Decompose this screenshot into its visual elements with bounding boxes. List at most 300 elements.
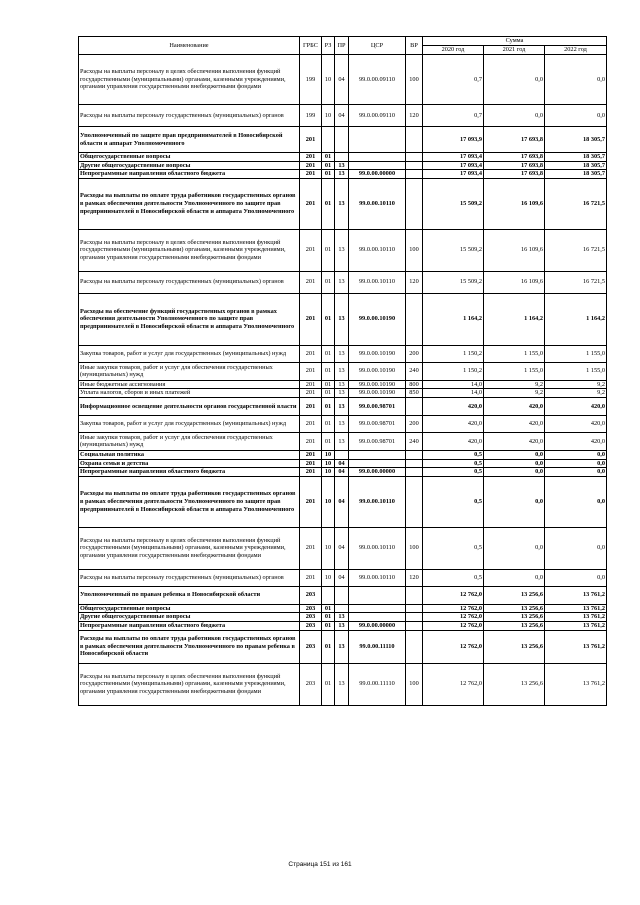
table-row bbox=[79, 459, 607, 468]
row-csr: 99.0.00.98701 bbox=[349, 432, 406, 450]
row-pr: 13 bbox=[335, 397, 349, 415]
row-amount-2021: 13 256,6 bbox=[484, 621, 545, 630]
row-amount-2022: 0,0 bbox=[545, 55, 607, 105]
row-amount-2022: 9,2 bbox=[545, 389, 607, 398]
row-csr: 99.0.00.09110 bbox=[349, 55, 406, 105]
row-vr: 200 bbox=[406, 345, 423, 362]
row-name: Расходы на выплаты персоналу в целях обеспечения выполнения функций государственными (муниципальными) органами, казенными учреждениями, органами управления государственными внебюджетными фондами bbox=[79, 663, 300, 705]
row-amount-2022: 13 761,2 bbox=[545, 613, 607, 622]
table-row bbox=[79, 397, 607, 415]
row-grbs: 201 bbox=[300, 527, 322, 569]
header-sum: Сумма bbox=[423, 37, 607, 46]
header-year-2021: 2021 год bbox=[484, 46, 545, 55]
row-name: Непрограммные направления областного бюджета bbox=[79, 468, 300, 477]
row-amount-2021: 13 256,6 bbox=[484, 663, 545, 705]
row-rz: 10 bbox=[322, 459, 335, 468]
row-name: Расходы на выплаты по оплате труда работников государственных органов в рамках обеспечения деятельности Уполномоченного по защите прав предпринимателей в Новосибирской области и аппарата Уполномоченного bbox=[79, 178, 300, 229]
row-amount-2021: 17 693,8 bbox=[484, 153, 545, 162]
row-csr: 99.0.00.10110 bbox=[349, 527, 406, 569]
row-rz: 01 bbox=[322, 178, 335, 229]
row-amount-2020: 15 509,2 bbox=[423, 178, 484, 229]
row-name: Общегосударственные вопросы bbox=[79, 604, 300, 613]
row-csr: 99.0.00.09110 bbox=[349, 105, 406, 127]
row-vr bbox=[406, 468, 423, 477]
row-name: Расходы на выплаты персоналу государственных (муниципальных) органов bbox=[79, 105, 300, 127]
table-row bbox=[79, 468, 607, 477]
row-csr bbox=[349, 613, 406, 622]
header-year-2022: 2022 год bbox=[545, 46, 607, 55]
header-pr: ПР bbox=[335, 37, 349, 55]
row-amount-2020: 12 762,0 bbox=[423, 586, 484, 604]
header-name: Наименование bbox=[79, 37, 300, 55]
row-pr: 13 bbox=[335, 229, 349, 271]
row-pr: 04 bbox=[335, 55, 349, 105]
row-amount-2021: 420,0 bbox=[484, 397, 545, 415]
row-rz: 10 bbox=[322, 476, 335, 527]
row-amount-2020: 420,0 bbox=[423, 432, 484, 450]
row-rz: 01 bbox=[322, 161, 335, 170]
row-csr: 99.0.00.00000 bbox=[349, 170, 406, 179]
row-pr bbox=[335, 127, 349, 153]
row-amount-2022: 16 721,5 bbox=[545, 271, 607, 293]
row-csr bbox=[349, 459, 406, 468]
row-rz: 10 bbox=[322, 527, 335, 569]
row-amount-2022: 13 761,2 bbox=[545, 630, 607, 663]
row-amount-2022: 420,0 bbox=[545, 397, 607, 415]
table-row bbox=[79, 476, 607, 527]
row-vr bbox=[406, 178, 423, 229]
row-pr: 04 bbox=[335, 569, 349, 586]
row-vr bbox=[406, 604, 423, 613]
row-amount-2021: 9,2 bbox=[484, 380, 545, 389]
row-amount-2022: 9,2 bbox=[545, 380, 607, 389]
row-vr bbox=[406, 397, 423, 415]
row-name: Закупка товаров, работ и услуг для государственных (муниципальных) нужд bbox=[79, 345, 300, 362]
row-grbs: 203 bbox=[300, 613, 322, 622]
row-amount-2022: 1 155,0 bbox=[545, 345, 607, 362]
row-rz: 01 bbox=[322, 153, 335, 162]
row-rz: 10 bbox=[322, 55, 335, 105]
row-pr bbox=[335, 153, 349, 162]
row-rz: 01 bbox=[322, 663, 335, 705]
table-row bbox=[79, 621, 607, 630]
row-amount-2020: 420,0 bbox=[423, 397, 484, 415]
table-header bbox=[79, 37, 607, 55]
row-amount-2020: 12 762,0 bbox=[423, 621, 484, 630]
row-csr: 99.0.00.10110 bbox=[349, 569, 406, 586]
row-rz: 01 bbox=[322, 170, 335, 179]
row-grbs: 201 bbox=[300, 468, 322, 477]
table-row bbox=[79, 630, 607, 663]
row-amount-2022: 18 305,7 bbox=[545, 127, 607, 153]
row-csr bbox=[349, 604, 406, 613]
row-pr: 13 bbox=[335, 380, 349, 389]
row-grbs: 201 bbox=[300, 161, 322, 170]
table-row bbox=[79, 127, 607, 153]
row-name: Иные закупки товаров, работ и услуг для обеспечения государственных (муниципальных) нужд bbox=[79, 362, 300, 380]
page-footer: Страница 151 из 161 bbox=[288, 861, 352, 868]
row-amount-2020: 12 762,0 bbox=[423, 604, 484, 613]
row-grbs: 203 bbox=[300, 586, 322, 604]
row-pr: 13 bbox=[335, 345, 349, 362]
row-amount-2020: 0,7 bbox=[423, 55, 484, 105]
row-amount-2020: 15 509,2 bbox=[423, 271, 484, 293]
row-amount-2020: 1 150,2 bbox=[423, 345, 484, 362]
row-amount-2020: 0,5 bbox=[423, 476, 484, 527]
row-grbs: 201 bbox=[300, 170, 322, 179]
row-vr bbox=[406, 613, 423, 622]
row-amount-2022: 0,0 bbox=[545, 105, 607, 127]
row-rz: 10 bbox=[322, 105, 335, 127]
row-grbs: 201 bbox=[300, 229, 322, 271]
row-pr bbox=[335, 450, 349, 459]
header-rz: РЗ bbox=[322, 37, 335, 55]
row-vr: 240 bbox=[406, 432, 423, 450]
row-name: Расходы на выплаты по оплате труда работников государственных органов в рамках обеспечения деятельности Уполномоченного по защите прав предпринимателей в Новосибирской области и аппарата Уполномоченного bbox=[79, 476, 300, 527]
row-amount-2020: 0,5 bbox=[423, 569, 484, 586]
row-amount-2020: 1 150,2 bbox=[423, 362, 484, 380]
row-name: Охрана семьи и детства bbox=[79, 459, 300, 468]
row-vr: 100 bbox=[406, 229, 423, 271]
row-grbs: 201 bbox=[300, 459, 322, 468]
row-rz: 10 bbox=[322, 450, 335, 459]
row-amount-2022: 1 155,0 bbox=[545, 362, 607, 380]
row-amount-2021: 17 693,8 bbox=[484, 170, 545, 179]
row-amount-2022: 13 761,2 bbox=[545, 604, 607, 613]
row-amount-2021: 0,0 bbox=[484, 450, 545, 459]
row-amount-2020: 0,5 bbox=[423, 459, 484, 468]
row-grbs: 201 bbox=[300, 397, 322, 415]
table-row bbox=[79, 432, 607, 450]
row-pr: 04 bbox=[335, 459, 349, 468]
row-amount-2021: 13 256,6 bbox=[484, 630, 545, 663]
row-amount-2020: 17 093,4 bbox=[423, 153, 484, 162]
row-pr: 04 bbox=[335, 476, 349, 527]
row-rz: 01 bbox=[322, 415, 335, 432]
row-vr: 120 bbox=[406, 105, 423, 127]
row-grbs: 201 bbox=[300, 389, 322, 398]
table-row bbox=[79, 170, 607, 179]
row-amount-2022: 18 305,7 bbox=[545, 153, 607, 162]
row-pr: 04 bbox=[335, 468, 349, 477]
row-amount-2022: 18 305,7 bbox=[545, 161, 607, 170]
row-amount-2021: 13 256,6 bbox=[484, 604, 545, 613]
row-csr: 99.0.00.10190 bbox=[349, 389, 406, 398]
row-grbs: 201 bbox=[300, 127, 322, 153]
row-csr bbox=[349, 127, 406, 153]
row-amount-2021: 1 164,2 bbox=[484, 293, 545, 345]
table-row bbox=[79, 293, 607, 345]
row-name: Закупка товаров, работ и услуг для государственных (муниципальных) нужд bbox=[79, 415, 300, 432]
table-row bbox=[79, 229, 607, 271]
row-amount-2021: 13 256,6 bbox=[484, 586, 545, 604]
row-name: Непрограммные направления областного бюджета bbox=[79, 621, 300, 630]
table-row bbox=[79, 178, 607, 229]
row-grbs: 201 bbox=[300, 362, 322, 380]
header-vr: ВР bbox=[406, 37, 423, 55]
budget-table bbox=[78, 36, 607, 706]
row-rz: 01 bbox=[322, 229, 335, 271]
table-row bbox=[79, 663, 607, 705]
row-vr bbox=[406, 293, 423, 345]
table-row bbox=[79, 389, 607, 398]
row-name: Информационное освещение деятельности органов государственной власти bbox=[79, 397, 300, 415]
row-vr: 120 bbox=[406, 271, 423, 293]
table-row bbox=[79, 586, 607, 604]
row-pr: 13 bbox=[335, 630, 349, 663]
row-amount-2020: 0,5 bbox=[423, 468, 484, 477]
row-pr: 04 bbox=[335, 527, 349, 569]
row-grbs: 201 bbox=[300, 345, 322, 362]
row-vr: 200 bbox=[406, 415, 423, 432]
row-name: Расходы на выплаты персоналу в целях обеспечения выполнения функций государственными (муниципальными) органами, казенными учреждениями, органами управления государственными внебюджетными фондами bbox=[79, 229, 300, 271]
row-rz: 01 bbox=[322, 630, 335, 663]
row-vr bbox=[406, 161, 423, 170]
row-amount-2022: 0,0 bbox=[545, 476, 607, 527]
row-grbs: 201 bbox=[300, 432, 322, 450]
row-name: Другие общегосударственные вопросы bbox=[79, 613, 300, 622]
row-amount-2021: 17 693,8 bbox=[484, 127, 545, 153]
row-amount-2020: 15 509,2 bbox=[423, 229, 484, 271]
header-grbs: ГРБС bbox=[300, 37, 322, 55]
row-rz: 10 bbox=[322, 569, 335, 586]
row-amount-2022: 1 164,2 bbox=[545, 293, 607, 345]
row-grbs: 203 bbox=[300, 630, 322, 663]
table-row bbox=[79, 271, 607, 293]
row-amount-2021: 17 693,8 bbox=[484, 161, 545, 170]
row-pr: 13 bbox=[335, 663, 349, 705]
row-rz bbox=[322, 127, 335, 153]
row-csr: 99.0.00.00000 bbox=[349, 621, 406, 630]
row-name: Другие общегосударственные вопросы bbox=[79, 161, 300, 170]
row-amount-2021: 16 109,6 bbox=[484, 271, 545, 293]
row-amount-2021: 0,0 bbox=[484, 468, 545, 477]
row-amount-2020: 17 093,4 bbox=[423, 161, 484, 170]
row-amount-2020: 12 762,0 bbox=[423, 630, 484, 663]
row-amount-2021: 1 155,0 bbox=[484, 362, 545, 380]
row-grbs: 203 bbox=[300, 621, 322, 630]
row-amount-2021: 420,0 bbox=[484, 432, 545, 450]
row-rz: 01 bbox=[322, 432, 335, 450]
row-rz: 01 bbox=[322, 613, 335, 622]
row-name: Расходы на выплаты персоналу государственных (муниципальных) органов bbox=[79, 569, 300, 586]
row-rz: 01 bbox=[322, 345, 335, 362]
row-pr: 13 bbox=[335, 389, 349, 398]
row-name: Иные бюджетные ассигнования bbox=[79, 380, 300, 389]
table-row bbox=[79, 613, 607, 622]
row-rz: 01 bbox=[322, 380, 335, 389]
row-pr: 13 bbox=[335, 613, 349, 622]
row-amount-2022: 13 761,2 bbox=[545, 663, 607, 705]
row-name: Расходы на выплаты персоналу в целях обеспечения выполнения функций государственными (муниципальными) органами, казенными учреждениями, органами управления государственными внебюджетными фондами bbox=[79, 55, 300, 105]
row-name: Непрограммные направления областного бюджета bbox=[79, 170, 300, 179]
header-year-2020: 2020 год bbox=[423, 46, 484, 55]
row-amount-2021: 0,0 bbox=[484, 459, 545, 468]
row-pr: 13 bbox=[335, 293, 349, 345]
row-name: Уполномоченный по защите прав предпринимателей в Новосибирской области и аппарат Уполномоченного bbox=[79, 127, 300, 153]
row-pr bbox=[335, 586, 349, 604]
row-amount-2021: 13 256,6 bbox=[484, 613, 545, 622]
row-rz: 10 bbox=[322, 468, 335, 477]
row-vr bbox=[406, 153, 423, 162]
row-csr bbox=[349, 153, 406, 162]
row-name: Уполномоченный по правам ребенка в Новосибирской области bbox=[79, 586, 300, 604]
row-amount-2022: 420,0 bbox=[545, 415, 607, 432]
row-amount-2020: 0,5 bbox=[423, 450, 484, 459]
row-name: Уплата налогов, сборов и иных платежей bbox=[79, 389, 300, 398]
row-name: Расходы на обеспечение функций государственных органов в рамках обеспечения деятельности Уполномоченного по защите прав предпринимателей в Новосибирской области и аппарата Уполномоченного bbox=[79, 293, 300, 345]
row-grbs: 201 bbox=[300, 476, 322, 527]
row-csr: 99.0.00.10110 bbox=[349, 271, 406, 293]
row-rz: 01 bbox=[322, 604, 335, 613]
row-csr bbox=[349, 586, 406, 604]
row-pr: 13 bbox=[335, 178, 349, 229]
row-vr: 100 bbox=[406, 663, 423, 705]
row-amount-2022: 420,0 bbox=[545, 432, 607, 450]
row-amount-2020: 1 164,2 bbox=[423, 293, 484, 345]
row-grbs: 201 bbox=[300, 271, 322, 293]
row-amount-2021: 16 109,6 bbox=[484, 178, 545, 229]
row-pr bbox=[335, 604, 349, 613]
row-name: Расходы на выплаты персоналу государственных (муниципальных) органов bbox=[79, 271, 300, 293]
row-csr: 99.0.00.00000 bbox=[349, 468, 406, 477]
row-csr: 99.0.00.11110 bbox=[349, 630, 406, 663]
row-amount-2021: 0,0 bbox=[484, 527, 545, 569]
row-amount-2021: 0,0 bbox=[484, 476, 545, 527]
row-vr bbox=[406, 621, 423, 630]
row-vr: 100 bbox=[406, 527, 423, 569]
row-vr bbox=[406, 450, 423, 459]
row-grbs: 201 bbox=[300, 153, 322, 162]
row-pr: 13 bbox=[335, 415, 349, 432]
row-csr: 99.0.00.10110 bbox=[349, 178, 406, 229]
table-row bbox=[79, 153, 607, 162]
row-name: Иные закупки товаров, работ и услуг для обеспечения государственных (муниципальных) нужд bbox=[79, 432, 300, 450]
row-amount-2022: 16 721,5 bbox=[545, 229, 607, 271]
row-csr: 99.0.00.10110 bbox=[349, 229, 406, 271]
row-vr: 850 bbox=[406, 389, 423, 398]
row-grbs: 201 bbox=[300, 569, 322, 586]
row-amount-2022: 13 761,2 bbox=[545, 621, 607, 630]
row-amount-2021: 16 109,6 bbox=[484, 229, 545, 271]
table-row bbox=[79, 105, 607, 127]
row-amount-2022: 18 305,7 bbox=[545, 170, 607, 179]
row-rz: 01 bbox=[322, 293, 335, 345]
table-body bbox=[79, 55, 607, 706]
row-amount-2021: 0,0 bbox=[484, 55, 545, 105]
row-amount-2022: 16 721,5 bbox=[545, 178, 607, 229]
row-pr: 13 bbox=[335, 271, 349, 293]
row-amount-2020: 0,5 bbox=[423, 527, 484, 569]
row-amount-2020: 12 762,0 bbox=[423, 663, 484, 705]
row-amount-2020: 17 093,9 bbox=[423, 127, 484, 153]
row-csr: 99.0.00.98701 bbox=[349, 397, 406, 415]
row-grbs: 201 bbox=[300, 380, 322, 389]
row-amount-2021: 0,0 bbox=[484, 569, 545, 586]
row-amount-2020: 17 093,4 bbox=[423, 170, 484, 179]
row-vr: 800 bbox=[406, 380, 423, 389]
row-amount-2021: 0,0 bbox=[484, 105, 545, 127]
row-rz: 01 bbox=[322, 362, 335, 380]
row-amount-2022: 0,0 bbox=[545, 527, 607, 569]
row-csr: 99.0.00.10190 bbox=[349, 345, 406, 362]
row-grbs: 199 bbox=[300, 105, 322, 127]
row-amount-2021: 420,0 bbox=[484, 415, 545, 432]
row-rz: 01 bbox=[322, 271, 335, 293]
row-grbs: 203 bbox=[300, 663, 322, 705]
row-vr bbox=[406, 127, 423, 153]
row-amount-2022: 0,0 bbox=[545, 450, 607, 459]
row-amount-2021: 1 155,0 bbox=[484, 345, 545, 362]
row-name: Общегосударственные вопросы bbox=[79, 153, 300, 162]
row-vr bbox=[406, 170, 423, 179]
row-csr bbox=[349, 161, 406, 170]
row-vr bbox=[406, 459, 423, 468]
row-pr: 13 bbox=[335, 621, 349, 630]
row-grbs: 201 bbox=[300, 450, 322, 459]
row-amount-2020: 0,7 bbox=[423, 105, 484, 127]
row-rz: 01 bbox=[322, 621, 335, 630]
row-grbs: 201 bbox=[300, 293, 322, 345]
row-vr: 240 bbox=[406, 362, 423, 380]
row-amount-2020: 420,0 bbox=[423, 415, 484, 432]
row-name: Расходы на выплаты по оплате труда работников государственных органов в рамках обеспечения деятельности Уполномоченного по правам ребенка в Новосибирской области bbox=[79, 630, 300, 663]
row-pr: 13 bbox=[335, 432, 349, 450]
row-pr: 13 bbox=[335, 362, 349, 380]
table-row bbox=[79, 415, 607, 432]
row-csr bbox=[349, 450, 406, 459]
row-amount-2021: 9,2 bbox=[484, 389, 545, 398]
row-amount-2022: 0,0 bbox=[545, 468, 607, 477]
row-amount-2020: 14,0 bbox=[423, 389, 484, 398]
row-vr: 100 bbox=[406, 55, 423, 105]
table-row bbox=[79, 161, 607, 170]
header-csr: ЦСР bbox=[349, 37, 406, 55]
row-grbs: 201 bbox=[300, 415, 322, 432]
table-row bbox=[79, 569, 607, 586]
row-rz: 01 bbox=[322, 389, 335, 398]
row-grbs: 203 bbox=[300, 604, 322, 613]
row-pr: 13 bbox=[335, 161, 349, 170]
row-amount-2020: 12 762,0 bbox=[423, 613, 484, 622]
row-csr: 99.0.00.11110 bbox=[349, 663, 406, 705]
row-rz: 01 bbox=[322, 397, 335, 415]
row-grbs: 199 bbox=[300, 55, 322, 105]
row-vr bbox=[406, 630, 423, 663]
row-vr: 120 bbox=[406, 569, 423, 586]
row-amount-2022: 13 761,2 bbox=[545, 586, 607, 604]
row-name: Расходы на выплаты персоналу в целях обеспечения выполнения функций государственными (муниципальными) органами, казенными учреждениями, органами управления государственными внебюджетными фондами bbox=[79, 527, 300, 569]
table-row bbox=[79, 345, 607, 362]
row-vr bbox=[406, 476, 423, 527]
row-amount-2022: 0,0 bbox=[545, 569, 607, 586]
row-name: Социальная политика bbox=[79, 450, 300, 459]
table-row bbox=[79, 362, 607, 380]
row-amount-2022: 0,0 bbox=[545, 459, 607, 468]
table-row bbox=[79, 380, 607, 389]
row-amount-2020: 14,0 bbox=[423, 380, 484, 389]
row-vr bbox=[406, 586, 423, 604]
row-rz bbox=[322, 586, 335, 604]
table-row bbox=[79, 450, 607, 459]
table-row bbox=[79, 604, 607, 613]
row-grbs: 201 bbox=[300, 178, 322, 229]
row-pr: 04 bbox=[335, 105, 349, 127]
row-csr: 99.0.00.10190 bbox=[349, 362, 406, 380]
row-csr: 99.0.00.98701 bbox=[349, 415, 406, 432]
table-row bbox=[79, 55, 607, 105]
row-csr: 99.0.00.10190 bbox=[349, 293, 406, 345]
